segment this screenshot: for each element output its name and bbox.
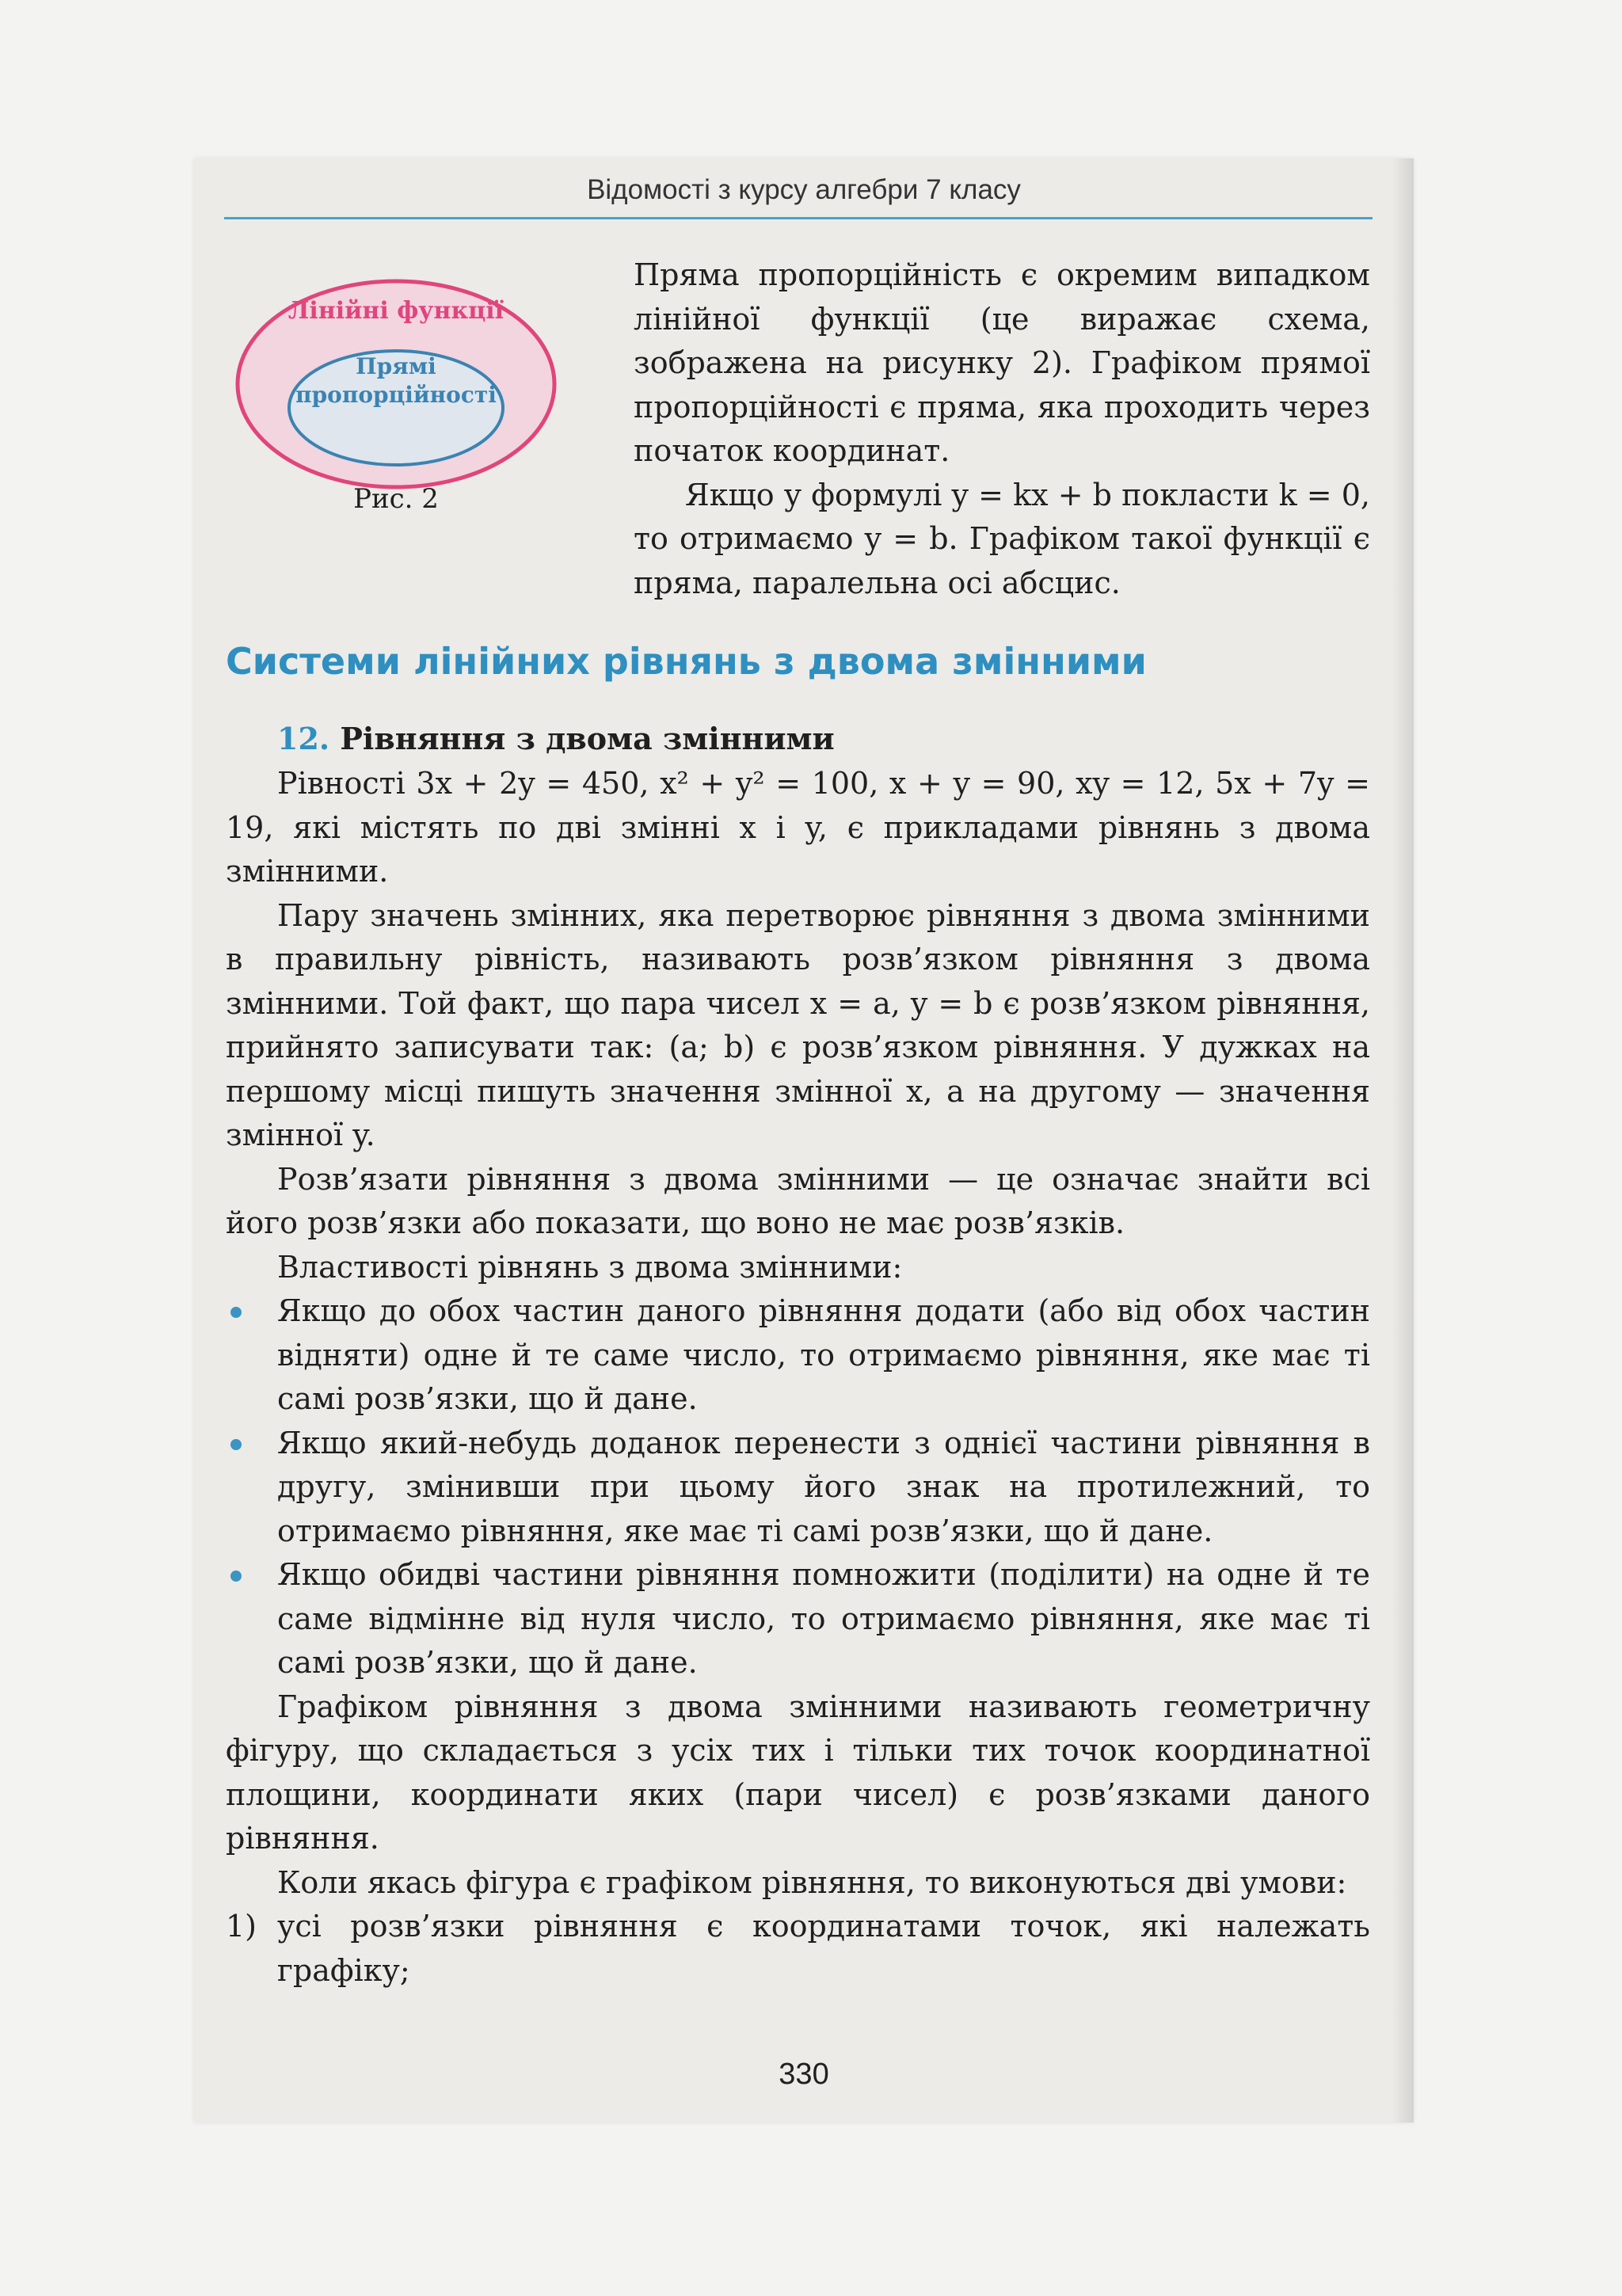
page-edge-shadow	[1392, 158, 1414, 2123]
condition-item-1	[226, 1905, 1370, 1993]
intro-paragraph-2: Якщо у формулі y = kx + b покласти k = 0, то отримаємо y = b. Графіком такої функції є пряма, паралельна осі абсцис.	[634, 477, 1370, 600]
header-rule	[224, 217, 1373, 219]
list-item	[226, 1553, 1370, 1685]
section-title: Системи лінійних рівнянь з двома змінними	[226, 640, 1147, 683]
paragraph-graph-definition: Графіком рівняння з двома змінними називають геометричну фігуру, що складається з усіх тих і тільки тих точок координатної площини, координати яких (пари чисел) є розв’язками даного рівняння.	[226, 1689, 1370, 1856]
figure-caption: Рис. 2	[353, 483, 439, 515]
running-header: Відомості з курсу алгебри 7 класу	[587, 174, 1021, 205]
outer-set-label: Лінійні функції	[287, 297, 504, 325]
bullet-dot-icon	[230, 1439, 242, 1450]
page-number: 330	[779, 2058, 829, 2091]
paragraph-properties-intro: Властивості рівнянь з двома змінними:	[277, 1249, 903, 1285]
list-item-text: Якщо обидві частини рівняння помножити (поділити) на одне й те саме відмінне від нуля число, то отримаємо рівняння, яке має ті самі розв’язки, що й дане.	[277, 1557, 1370, 1680]
list-item-text: Якщо який-небудь доданок перенести з однієї частини рівняння в другу, змінивши при цьому його знак на протилежний, то отримаємо рівняння, яке має ті самі розв’язки, що й дане.	[277, 1425, 1370, 1548]
list-item	[226, 1422, 1370, 1554]
properties-list	[226, 1289, 1370, 1685]
paragraph-conditions-intro: Коли якась фігура є графіком рівняння, то виконуються дві умови:	[277, 1864, 1347, 1900]
list-item	[226, 1289, 1370, 1422]
paragraph-examples: Рівності 3x + 2y = 450, x² + y² = 100, x + y = 90, xy = 12, 5x + 7y = 19, які містять по дві змінні x і y, є прикладами рівнянь з двома змінними.	[226, 766, 1370, 889]
inner-set-label: Прямі пропорційності	[295, 353, 497, 408]
book-page	[194, 158, 1414, 2123]
euler-diagram	[230, 265, 562, 511]
section-body	[226, 638, 1370, 1993]
bullet-dot-icon	[230, 1307, 242, 1318]
bullet-dot-icon	[230, 1571, 242, 1582]
paragraph-solution-definition: Пару значень змінних, яка перетворює рівняння з двома змінними в правильну рівність, називають розв’язком рівняння з двома змінними. Той факт, що пара чисел x = a, y = b є розв’язком рівняння, прийнято записувати так: (a; b) є розв’язком рівняння. У дужках на першому місці пишуть значення змінної x, а на другому — значення змінної y.	[226, 897, 1370, 1152]
condition-marker: 1)	[226, 1909, 257, 1944]
condition-text: усі розв’язки рівняння є координатами точок, які належать графіку;	[277, 1909, 1370, 1988]
intro-paragraph-1: Пряма пропорційність є окремим випадком лінійної функції (це виражає схема, зображена на рисунку 2). Графіком прямої пропорційності є пряма, яка проходить через початок координат.	[634, 257, 1370, 468]
subsection-number: 12.	[277, 721, 330, 756]
intro-text	[634, 253, 1370, 605]
list-item-text: Якщо до обох частин даного рівняння додати (або від обох частин відняти) одне й те саме число, то отримаємо рівняння, яке має ті самі розв’язки, що й дане.	[277, 1293, 1370, 1416]
subsection-title: Рівняння з двома змінними	[340, 721, 835, 756]
subsection-heading	[277, 717, 1370, 760]
paragraph-solve-definition: Розв’язати рівняння з двома змінними — це означає знайти всі його розв’язки або показати, що воно не має розв’язків.	[226, 1161, 1370, 1240]
